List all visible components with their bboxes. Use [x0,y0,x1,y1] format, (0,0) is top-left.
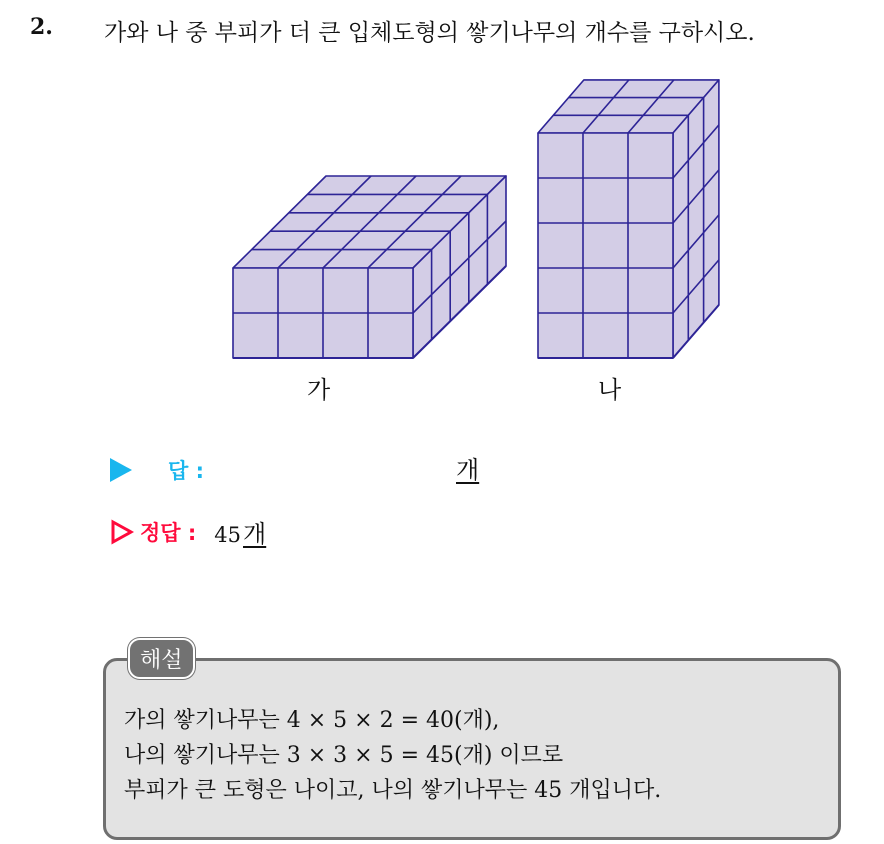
cuboid-ga [233,176,506,358]
cuboid-na [538,80,719,358]
label-na: 나 [598,376,622,404]
correct-row [110,514,266,549]
correct-label: 정답 : [140,520,197,545]
play-triangle-icon [110,458,132,482]
answer-unit: 개 [456,456,480,484]
question-number: 2. [30,14,53,40]
answer-row [110,455,204,485]
label-ga: 가 [307,376,331,404]
correct-value: 45 [214,523,242,547]
solution-line-1: 가의 쌓기나무는 4 × 5 × 2 = 40(개), [124,708,500,733]
solution-line-2: 나의 쌓기나무는 3 × 3 × 5 = 45(개) 이므로 [124,743,564,768]
solution-line-3: 부피가 큰 도형은 나이고, 나의 쌓기나무는 45 개입니다. [124,778,662,803]
outline-triangle-icon [110,519,134,545]
solution-tag: 해설 [128,638,195,679]
correct-unit: 개 [243,520,267,548]
answer-label: 답 : [168,459,204,483]
question-text: 가와 나 중 부피가 더 큰 입체도형의 쌓기나무의 개수를 구하시오. [104,20,755,46]
correct-answer [214,514,266,549]
